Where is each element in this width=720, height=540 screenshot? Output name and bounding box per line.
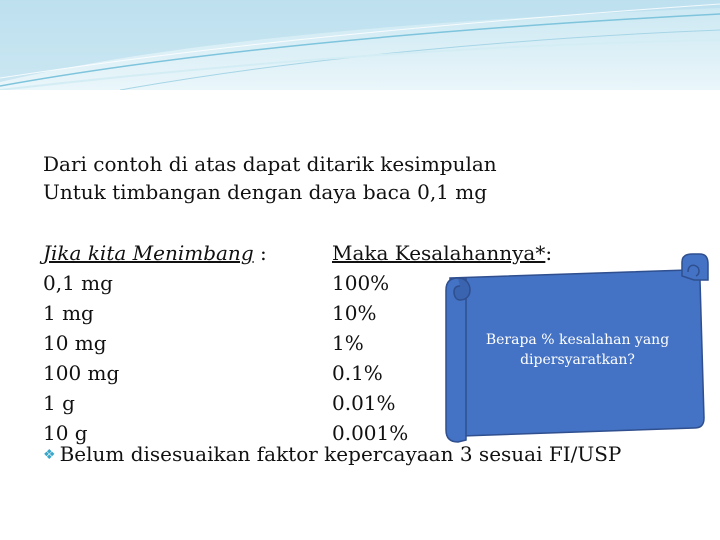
mass-value: 1 mg [43,301,94,325]
mass-column [43,238,267,448]
callout-text: Berapa % kesalahan yang dipersyaratkan? [485,332,670,368]
footnote [43,442,621,466]
mass-value: 10 mg [43,331,107,355]
header-wave-decoration [0,0,720,90]
error-value: 0.01% [332,391,396,415]
mass-value: 0,1 mg [43,271,113,295]
intro-line-1: Dari contoh di atas dapat ditarik kesimpulan [43,152,497,176]
error-value: 100% [332,271,390,295]
error-value: 0.001% [332,421,409,445]
mass-value: 100 mg [43,361,120,385]
footnote-text: Belum disesuaikan faktor kepercayaan 3 sesuai FI/USP [59,442,622,466]
mass-value: 10 g [43,421,88,445]
error-value: 10% [332,301,377,325]
mass-column-header: Jika kita Menimbang : [43,241,267,265]
mass-value: 1 g [43,391,75,415]
error-column-header: Maka Kesalahannya*: [332,241,553,265]
intro-text [43,150,497,206]
error-value: 1% [332,331,364,355]
bullet-icon: ❖ [43,447,56,463]
error-value: 0.1% [332,361,383,385]
intro-line-2: Untuk timbangan dengan daya baca 0,1 mg [43,180,488,204]
